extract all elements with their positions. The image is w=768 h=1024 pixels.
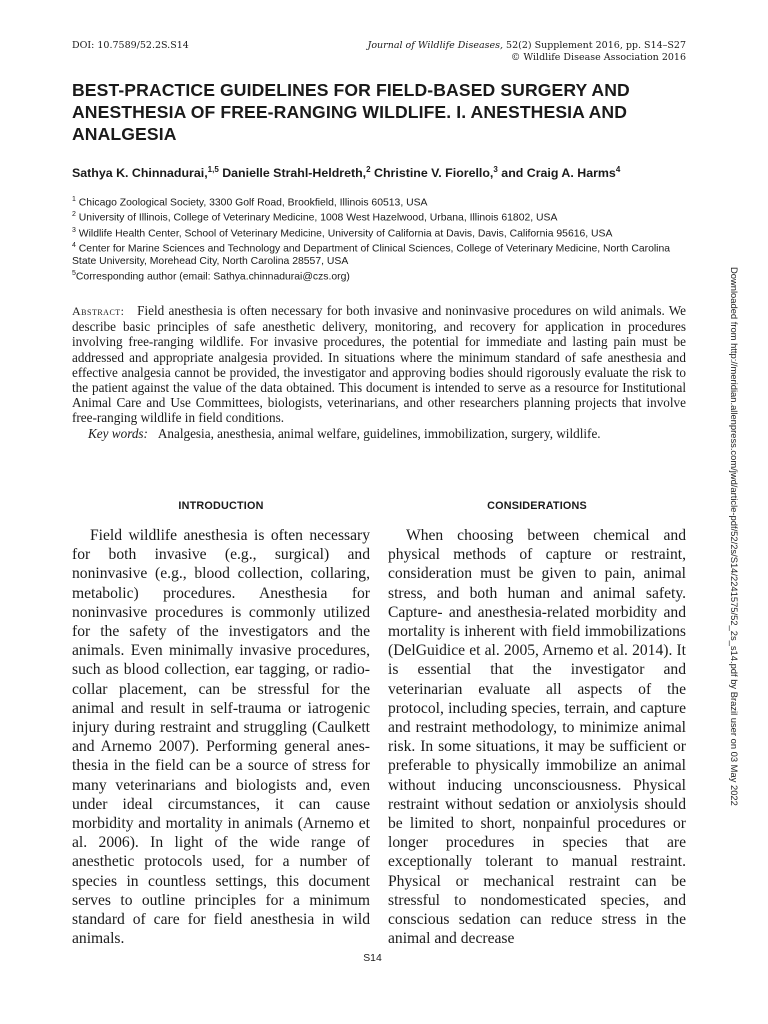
copyright: © Wildlife Disease Association 2016 — [510, 52, 686, 63]
author-list — [72, 162, 682, 181]
affiliation: $^2$ University of Illinois, College of Veterinary Medicine, 1008 West Hazelwood, Urbana, Illinois 61802, USA — [72, 211, 558, 224]
author: Christine V. Fiorello,$^3$ — [374, 165, 498, 181]
affiliation: $^5$Corresponding author (email: Sathya.chinnadurai@czs.org) — [72, 269, 350, 283]
paper-title: BEST-PRACTICE GUIDELINES FOR FIELD-BASED SURGERY AND ANESTHESIA OF FREE-RANGING WILDLIFE. I. ANESTHESIA AND ANALGESIA — [72, 80, 630, 144]
keywords — [72, 426, 686, 441]
affiliation: $^1$ Chicago Zoological Society, 3300 Golf Road, Brookfield, Illinois 60513, USA — [72, 196, 428, 209]
author: Danielle Strahl-Heldreth,$^2$ — [222, 165, 371, 181]
journal-citation — [368, 40, 686, 64]
considerations-heading: CONSIDERATIONS — [487, 500, 587, 512]
author: and Craig A. Harms$^4$ — [501, 165, 621, 181]
affiliations — [72, 194, 692, 283]
author: Sathya K. Chinnadurai,$^{1,5}$ — [72, 165, 219, 181]
download-watermark: Downloaded from http://meridian.allenpress.com/jwd/article-pdf/52/2s/S14/2241575/52_2s_s14.pdf by Brazil user on 03 May 2022 — [729, 267, 740, 806]
journal-name: Journal of Wildlife Diseases, — [367, 40, 504, 51]
page-number: S14 — [363, 953, 382, 964]
keywords-text: Analgesia, anesthesia, animal welfare, guidelines, immobilization, surgery, wildlife. — [157, 425, 601, 441]
considerations-text: When choosing between chemical and physical methods of capture or restraint, consideration must be given to pain, animal stress, and both human and animal safety. Capture- and anesthesia-related morbidity and mortality is inherent with field immobilizations (DelGuidice et al. 2005, Arnemo et al. 2014). It is essential that the investigator and veterinarian evaluate all aspects of the protocol, including species, terrain, and capture and restraint methodology, to minimize animal risk. In some situations, it may be sufficient or preferable to physically immobilize an animal without inducing unconsciousness. Physical restraint without sedation or anxiolysis should be limited to short, nonpainful procedures or longer procedures in species that are exceptionally tolerant to manual restraint. Physical or mechanical restraint can be stressful to nondomesticated species, and conscious sedation can reduce stress in the animal and decrease — [388, 527, 686, 948]
affiliation: $^4$ Center for Marine Sciences and Technology and Department of Clinical Sciences, College of Veterinary Medicine, North Carolina State University, Morehead City, North Carolina 28557, USA — [72, 242, 671, 267]
abstract — [72, 303, 686, 441]
introduction-heading: INTRODUCTION — [178, 500, 264, 512]
affiliation: $^3$ Wildlife Health Center, School of Veterinary Medicine, University of California at Davis, Davis, California 95616, USA — [72, 226, 613, 240]
introduction-text: Field wildlife anesthesia is often necessary for both invasive (e.g., surgical) and noninvasive (e.g., blood collection, collaring, metabolic) procedures. Anesthesia for noninvasive procedures is commonly utilized for the safety of the investigators and the animals. Even minimally invasive procedures, such as blood collection, ear tagging, or radio-collar placement, can be stressful for the animal and result in self-trauma or iatrogenic injury during restraint and struggling (Caulkett and Arnemo 2007). Performing general anesthesia in the field can be a source of stress for many veterinarians and biologists and, even under ideal circumstances, it can cause morbidity and mortality in animals (Arnemo et al. 2006). In light of the wide range of anesthetic protocols used, for a number of species in countless settings, this document serves to outline principles for a minimum standard of care for field anesthesia in wild animals. — [72, 527, 370, 948]
abstract-body — [72, 303, 686, 426]
doi: DOI: 10.7589/52.2S.S14 — [72, 40, 189, 51]
abstract-label: Abstract: — [72, 304, 125, 318]
keywords-label: Key words: — [88, 425, 148, 441]
journal-issue: 52(2) Supplement 2016, pp. S14–S27 — [503, 40, 686, 51]
abstract-text: Field anesthesia is often necessary for both invasive and noninvasive procedures on wild animals. We describe basic principles of safe anesthetic delivery, monitoring, and recovery for application in procedures involving free-ranging wildlife. For invasive procedures, the potential for immediate and lasting pain must be addressed and appropriate analgesia provided. In situations where the minimum standard of safe anesthesia and effective analgesia cannot be provided, the investigator and approving bodies should rigorously evaluate the risk to the patient against the value of the data obtained. This document is intended to serve as a resource for Institutional Animal Care and Use Committees, biologists, veterinarians, and other researchers planning projects that involve free-ranging wildlife in field conditions. — [72, 303, 686, 426]
